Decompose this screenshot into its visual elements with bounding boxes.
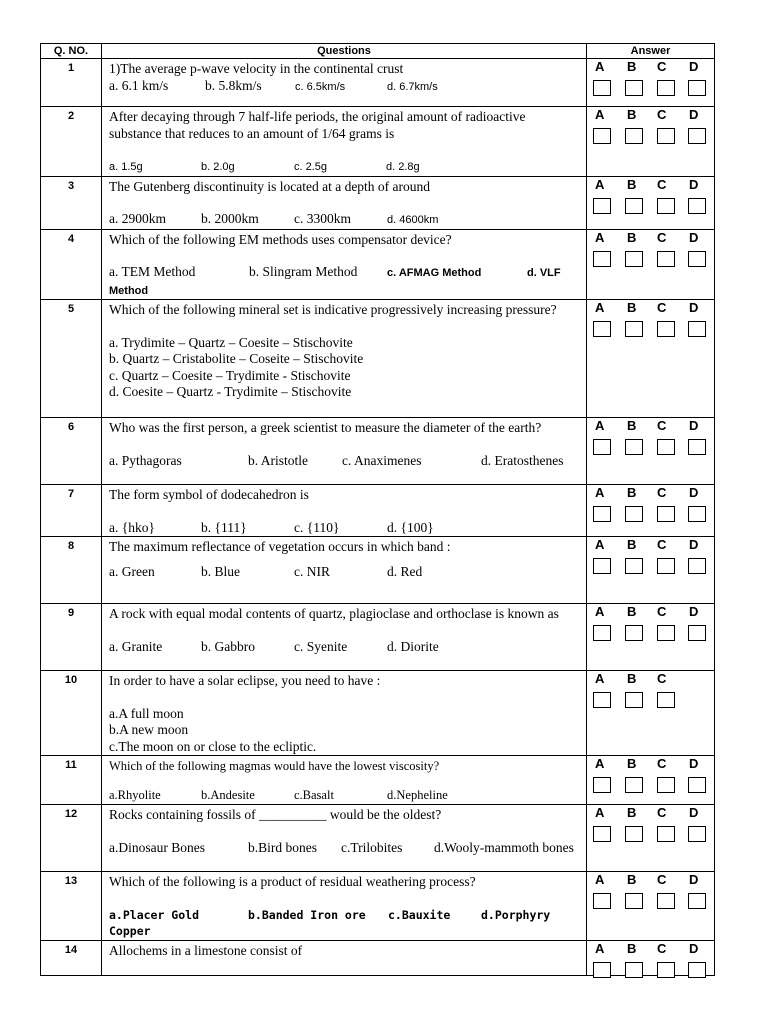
question-cell xyxy=(102,107,587,177)
option-c: c. Syenite xyxy=(294,638,348,654)
answer-letter-d: D xyxy=(689,176,699,192)
answer-checkbox-c[interactable] xyxy=(657,128,675,144)
answer-checkbox-a[interactable] xyxy=(593,128,611,144)
answer-letter-c: C xyxy=(657,59,667,74)
answer-letter-a: A xyxy=(595,756,605,771)
answer-checkbox-a[interactable] xyxy=(593,893,611,909)
answer-checkbox-c[interactable] xyxy=(657,321,675,337)
answer-letter-b: B xyxy=(627,485,637,500)
option-a: a. Pythagoras xyxy=(109,452,182,468)
question-row xyxy=(41,229,715,300)
answer-letter-c: C xyxy=(657,107,667,122)
question-text: In order to have a solar eclipse, you need to have : xyxy=(109,673,381,688)
answer-checkbox-b[interactable] xyxy=(625,777,643,793)
answer-checkbox-b[interactable] xyxy=(625,439,643,455)
option-a: a.Placer Gold xyxy=(109,907,200,922)
question-cell xyxy=(102,59,587,107)
question-text: Which of the following magmas would have the lowest viscosity? xyxy=(109,759,440,773)
answer-letter-a: A xyxy=(595,176,605,192)
answer-cell xyxy=(587,671,715,756)
answer-checkbox-d[interactable] xyxy=(688,893,706,909)
question-text: Rocks containing fossils of __________ would be the oldest? xyxy=(109,807,442,822)
answer-letter-c: C xyxy=(657,176,667,192)
option-line: a. Trydimite – Quartz – Coesite – Stischovite xyxy=(109,334,353,350)
question-text: The maximum reflectance of vegetation occurs in which band : xyxy=(109,539,451,554)
answer-checkbox-c[interactable] xyxy=(657,826,675,842)
answer-checkbox-c[interactable] xyxy=(657,506,675,522)
answer-letter-a: A xyxy=(595,229,605,245)
option-d: d. 4600km xyxy=(387,214,439,226)
option-b: b. {111} xyxy=(201,519,247,535)
options-row xyxy=(109,78,580,96)
question-text: Who was the first person, a greek scientist to measure the diameter of the earth? xyxy=(109,420,542,435)
option-c: c. Anaximenes xyxy=(342,452,422,468)
question-row xyxy=(41,485,715,537)
options-row xyxy=(109,787,580,804)
question-number: 14 xyxy=(41,940,102,975)
question-number: 11 xyxy=(41,756,102,805)
question-number: 7 xyxy=(41,485,102,537)
answer-checkbox-d[interactable] xyxy=(688,321,706,337)
question-text: Which of the following is a product of residual weathering process? xyxy=(109,874,476,889)
answer-checkbox-b[interactable] xyxy=(625,80,643,96)
answer-letter-b: B xyxy=(627,229,637,245)
option-b: b. Aristotle xyxy=(248,452,308,468)
answer-letter-b: B xyxy=(627,176,637,192)
option-a: a. Green xyxy=(109,563,155,579)
question-cell xyxy=(102,229,587,300)
answer-checkbox-a[interactable] xyxy=(593,625,611,641)
question-row xyxy=(41,418,715,485)
question-text: Which of the following mineral set is indicative progressively increasing pressure? xyxy=(109,302,557,317)
answer-checkbox-c[interactable] xyxy=(657,962,675,978)
answer-letter-b: B xyxy=(627,671,637,686)
answer-checkbox-c[interactable] xyxy=(657,558,675,574)
answer-cell xyxy=(587,756,715,805)
option-b: b.Andesite xyxy=(201,787,255,802)
answer-letter-b: B xyxy=(627,107,637,122)
question-text: The form symbol of dodecahedron is xyxy=(109,487,309,502)
answer-letter-c: C xyxy=(657,418,667,433)
answer-checkbox-b[interactable] xyxy=(625,692,643,708)
answer-checkbox-d[interactable] xyxy=(688,826,706,842)
answer-checkbox-a[interactable] xyxy=(593,321,611,337)
question-number: 10 xyxy=(41,671,102,756)
answer-letter-a: A xyxy=(595,537,605,552)
answer-checkbox-d[interactable] xyxy=(688,251,706,267)
question-cell xyxy=(102,756,587,805)
options-list xyxy=(109,335,580,401)
question-number: 5 xyxy=(41,300,102,418)
question-cell xyxy=(102,872,587,941)
option-a: a.Rhyolite xyxy=(109,787,161,802)
answer-checkbox-b[interactable] xyxy=(625,128,643,144)
options-row xyxy=(109,564,580,581)
options-row xyxy=(109,211,580,229)
options-row xyxy=(109,453,580,470)
answer-cell xyxy=(587,940,715,975)
option-line: b.A new moon xyxy=(109,722,189,737)
option-d: d. 6.7km/s xyxy=(387,80,438,93)
option-c: c. NIR xyxy=(294,563,330,579)
question-row xyxy=(41,756,715,805)
answer-cell xyxy=(587,805,715,872)
option-d: d.Wooly-mammoth bones xyxy=(434,839,574,855)
question-row xyxy=(41,604,715,671)
question-number: 4 xyxy=(41,229,102,300)
answer-cell xyxy=(587,872,715,941)
option-line: a.A full moon xyxy=(109,705,184,721)
answer-checkbox-c[interactable] xyxy=(657,198,675,214)
option-c: c.Basalt xyxy=(294,787,334,802)
question-cell xyxy=(102,300,587,418)
answer-letter-b: B xyxy=(627,940,637,956)
answer-letter-b: B xyxy=(627,872,637,887)
option-a: a. Granite xyxy=(109,638,163,654)
answer-letter-d: D xyxy=(689,604,699,619)
answer-letter-a: A xyxy=(595,872,605,887)
question-row xyxy=(41,671,715,756)
options-row xyxy=(109,840,580,857)
option-b: b. Gabbro xyxy=(201,638,255,654)
answer-checkbox-d[interactable] xyxy=(688,506,706,522)
answer-letter-b: B xyxy=(627,300,637,315)
question-text: A rock with equal modal contents of quartz, plagioclase and orthoclase is known as xyxy=(109,606,559,621)
answer-checkbox-c[interactable] xyxy=(657,251,675,267)
options-row xyxy=(109,264,580,299)
answer-checkbox-c[interactable] xyxy=(657,625,675,641)
option-b: b. 2.0g xyxy=(201,161,235,173)
answer-checkbox-d[interactable] xyxy=(688,439,706,455)
question-cell xyxy=(102,940,587,975)
answer-letter-d: D xyxy=(689,756,699,771)
question-row xyxy=(41,872,715,941)
answer-checkbox-d[interactable] xyxy=(688,80,706,96)
answer-letter-a: A xyxy=(595,940,605,956)
option-c: c. 6.5km/s xyxy=(295,80,346,93)
answer-letter-a: A xyxy=(595,604,605,619)
question-number: 2 xyxy=(41,107,102,177)
answer-checkbox-d[interactable] xyxy=(688,962,706,978)
answer-letter-c: C xyxy=(657,756,667,771)
option-b: b. Slingram Method xyxy=(249,264,358,279)
answer-cell xyxy=(587,176,715,229)
question-text: Which of the following EM methods uses compensator device? xyxy=(109,231,452,247)
question-rows xyxy=(41,59,715,976)
question-number: 8 xyxy=(41,537,102,604)
answer-checkbox-a[interactable] xyxy=(593,251,611,267)
answer-checkbox-a[interactable] xyxy=(593,962,611,978)
question-row xyxy=(41,805,715,872)
answer-letter-d: D xyxy=(689,485,699,500)
answer-checkbox-a[interactable] xyxy=(593,558,611,574)
answer-checkbox-d[interactable] xyxy=(688,198,706,214)
option-d: d. Red xyxy=(387,563,423,579)
answer-letter-d: D xyxy=(689,940,699,956)
answer-letter-c: C xyxy=(657,671,667,686)
option-a: a. 6.1 km/s xyxy=(109,77,169,93)
question-number: 13 xyxy=(41,872,102,941)
answer-letter-b: B xyxy=(627,756,637,771)
answer-checkbox-c[interactable] xyxy=(657,439,675,455)
option-c: c. 3300km xyxy=(294,211,351,226)
answer-checkbox-b[interactable] xyxy=(625,506,643,522)
answer-checkbox-c[interactable] xyxy=(657,80,675,96)
options-row xyxy=(109,520,580,537)
question-text: The Gutenberg discontinuity is located at a depth of around xyxy=(109,178,431,194)
option-d: d. 2.8g xyxy=(386,161,420,173)
answer-checkbox-b[interactable] xyxy=(625,625,643,641)
answer-letter-a: A xyxy=(595,418,605,433)
question-row xyxy=(41,940,715,975)
options-row xyxy=(109,639,580,656)
answer-cell xyxy=(587,229,715,300)
question-row xyxy=(41,59,715,107)
question-row xyxy=(41,107,715,177)
option-b: b. 5.8km/s xyxy=(205,77,262,93)
question-cell xyxy=(102,604,587,671)
answer-checkbox-b[interactable] xyxy=(625,962,643,978)
option-line: d. Coesite – Quartz - Trydimite – Stischovite xyxy=(109,384,352,399)
option-a: a. {hko} xyxy=(109,519,155,535)
question-cell xyxy=(102,537,587,604)
question-number: 9 xyxy=(41,604,102,671)
answer-checkbox-a[interactable] xyxy=(593,506,611,522)
answer-checkbox-c[interactable] xyxy=(657,893,675,909)
answer-letter-a: A xyxy=(595,300,605,315)
question-table xyxy=(40,43,715,976)
answer-cell xyxy=(587,485,715,537)
question-text: 1)The average p-wave velocity in the continental crust xyxy=(109,61,404,76)
option-line: b. Quartz – Cristabolite – Coseite – Stischovite xyxy=(109,351,364,366)
options-row xyxy=(109,907,580,940)
question-number: 6 xyxy=(41,418,102,485)
answer-checkbox-b[interactable] xyxy=(625,198,643,214)
answer-letter-d: D xyxy=(689,59,699,74)
answer-letter-c: C xyxy=(657,940,667,956)
answer-letter-c: C xyxy=(657,805,667,820)
option-c: c.Trilobites xyxy=(341,839,403,855)
table-header-row xyxy=(41,44,715,59)
question-cell xyxy=(102,671,587,756)
answer-cell xyxy=(587,604,715,671)
option-line: c.The moon on or close to the ecliptic. xyxy=(109,738,317,754)
option-a: a. 1.5g xyxy=(109,161,143,173)
question-text: After decaying through 7 half-life periods, the original amount of radioactive substance that reduces to an amount of 1/64 grams is xyxy=(109,109,526,141)
answer-checkbox-d[interactable] xyxy=(688,625,706,641)
option-c: c. 2.5g xyxy=(294,161,328,173)
answer-checkbox-c[interactable] xyxy=(657,777,675,793)
answer-letter-d: D xyxy=(689,300,699,315)
question-row xyxy=(41,176,715,229)
answer-checkbox-a[interactable] xyxy=(593,80,611,96)
answer-letter-d: D xyxy=(689,229,699,245)
option-d: d. Diorite xyxy=(387,638,439,654)
question-number: 1 xyxy=(41,59,102,107)
answer-cell xyxy=(587,59,715,107)
answer-letter-c: C xyxy=(657,485,667,500)
answer-cell xyxy=(587,300,715,418)
answer-letter-a: A xyxy=(595,671,605,686)
option-b: b.Banded Iron ore xyxy=(248,907,366,922)
answer-letter-b: B xyxy=(627,805,637,820)
answer-letter-c: C xyxy=(657,229,667,245)
question-text: Allochems in a limestone consist of xyxy=(109,942,303,958)
option-a: a. TEM Method xyxy=(109,264,196,279)
option-a: a. 2900km xyxy=(109,211,166,226)
question-cell xyxy=(102,485,587,537)
option-d: d.Porphyry Copper xyxy=(109,907,551,938)
option-d: d. VLF Method xyxy=(109,267,561,297)
option-c: c. {110} xyxy=(294,519,340,535)
answer-letter-a: A xyxy=(595,59,605,74)
answer-letter-b: B xyxy=(627,418,637,433)
answer-checkbox-a[interactable] xyxy=(593,692,611,708)
options-list xyxy=(109,706,580,756)
answer-checkbox-d[interactable] xyxy=(688,128,706,144)
answer-letter-d: D xyxy=(689,537,699,552)
answer-checkbox-a[interactable] xyxy=(593,439,611,455)
answer-letter-d: D xyxy=(689,107,699,122)
question-number: 3 xyxy=(41,176,102,229)
question-cell xyxy=(102,176,587,229)
option-b: b. Blue xyxy=(201,563,240,579)
answer-letter-b: B xyxy=(627,604,637,619)
options-row xyxy=(109,158,580,176)
answer-checkbox-b[interactable] xyxy=(625,321,643,337)
answer-letter-c: C xyxy=(657,604,667,619)
header-qno: Q. NO. xyxy=(41,44,102,59)
question-number: 12 xyxy=(41,805,102,872)
question-row xyxy=(41,300,715,418)
answer-letter-d: D xyxy=(689,418,699,433)
answer-checkbox-a[interactable] xyxy=(593,777,611,793)
question-cell xyxy=(102,418,587,485)
answer-checkbox-a[interactable] xyxy=(593,826,611,842)
answer-checkbox-b[interactable] xyxy=(625,251,643,267)
option-c: c.Bauxite xyxy=(388,907,451,922)
answer-letter-a: A xyxy=(595,107,605,122)
option-b: b. 2000km xyxy=(201,211,259,226)
answer-letter-a: A xyxy=(595,485,605,500)
answer-letter-d: D xyxy=(689,805,699,820)
answer-checkbox-d[interactable] xyxy=(688,777,706,793)
question-row xyxy=(41,537,715,604)
answer-letter-c: C xyxy=(657,872,667,887)
answer-letter-c: C xyxy=(657,537,667,552)
option-d: d. {100} xyxy=(387,519,434,535)
answer-checkbox-b[interactable] xyxy=(625,893,643,909)
answer-checkbox-b[interactable] xyxy=(625,558,643,574)
header-answer: Answer xyxy=(587,44,715,59)
option-line: c. Quartz – Coesite – Trydimite - Stischovite xyxy=(109,367,351,383)
option-c: c. AFMAG Method xyxy=(387,267,482,279)
answer-letter-c: C xyxy=(657,300,667,315)
option-d: d. Eratosthenes xyxy=(481,452,564,468)
answer-cell xyxy=(587,107,715,177)
question-cell xyxy=(102,805,587,872)
answer-checkbox-c[interactable] xyxy=(657,692,675,708)
option-d: d.Nepheline xyxy=(387,787,448,802)
answer-letter-b: B xyxy=(627,59,637,74)
answer-cell xyxy=(587,537,715,604)
answer-letter-a: A xyxy=(595,805,605,820)
option-b: b.Bird bones xyxy=(248,839,317,855)
answer-checkbox-d[interactable] xyxy=(688,558,706,574)
answer-checkbox-a[interactable] xyxy=(593,198,611,214)
option-a: a.Dinosaur Bones xyxy=(109,839,205,855)
header-questions: Questions xyxy=(102,44,587,59)
answer-letter-b: B xyxy=(627,537,637,552)
answer-cell xyxy=(587,418,715,485)
answer-checkbox-b[interactable] xyxy=(625,826,643,842)
answer-letter-d: D xyxy=(689,872,699,887)
